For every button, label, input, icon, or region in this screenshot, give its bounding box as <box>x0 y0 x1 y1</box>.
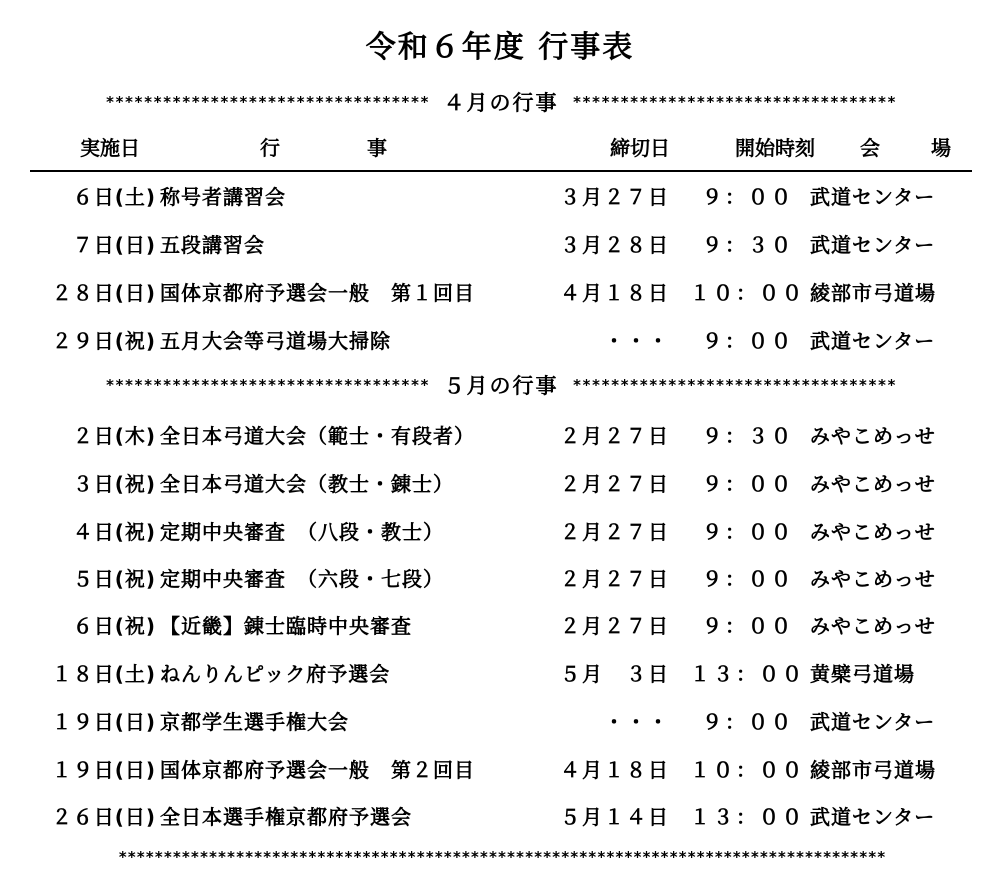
row-date: １８日(土) <box>51 662 156 686</box>
row-venue: 武道センター <box>810 805 936 829</box>
row-venue: みやこめっせ <box>810 472 936 496</box>
row-event: 【近畿】錬士臨時中央審査 <box>160 614 412 638</box>
row-time: ９：００ <box>702 520 794 544</box>
row-deadline: ・・・ <box>604 329 670 353</box>
table-row <box>0 563 1000 595</box>
table-row <box>0 658 1000 690</box>
row-event: 京都学生選手権大会 <box>160 710 349 734</box>
row-event: ねんりんピック府予選会 <box>160 662 391 686</box>
row-date: ２９日(祝) <box>51 329 156 353</box>
row-time: ９：００ <box>702 472 794 496</box>
row-event: 国体京都府予選会一般 第２回目 <box>160 758 475 782</box>
row-venue: みやこめっせ <box>810 520 936 544</box>
header-event: 行 事 <box>260 136 427 160</box>
row-deadline: ２月２７日 <box>560 520 670 544</box>
row-date: １９日(日) <box>51 758 156 782</box>
row-date: ７日(日) <box>72 233 156 257</box>
table-row <box>0 706 1000 738</box>
row-event: 全日本弓道大会（教士・錬士） <box>160 472 454 496</box>
row-date: １９日(日) <box>51 710 156 734</box>
row-time: ９：３０ <box>702 233 794 257</box>
row-event: 五段講習会 <box>160 233 265 257</box>
row-date: ５日(祝) <box>72 567 156 591</box>
row-event: 国体京都府予選会一般 第１回目 <box>160 281 475 305</box>
row-time: ９：００ <box>702 185 794 209</box>
table-header <box>30 132 972 168</box>
row-deadline: ３月２７日 <box>560 185 670 209</box>
row-venue: みやこめっせ <box>810 614 936 638</box>
may-banner <box>48 372 954 398</box>
row-date: ３日(祝) <box>72 472 156 496</box>
row-venue: 武道センター <box>810 710 936 734</box>
row-time: １３：００ <box>690 805 805 829</box>
row-date: ２日(木) <box>72 424 156 448</box>
row-deadline: ２月２７日 <box>560 472 670 496</box>
row-date: ４日(祝) <box>72 520 156 544</box>
table-row <box>0 181 1000 213</box>
table-row <box>0 420 1000 452</box>
row-venue: みやこめっせ <box>810 567 936 591</box>
header-deadline: 締切日 <box>610 136 670 160</box>
row-deadline: ・・・ <box>604 710 670 734</box>
row-event: 定期中央審査 （八段・教士） <box>160 520 444 544</box>
row-venue: 武道センター <box>810 185 936 209</box>
row-venue: 武道センター <box>810 329 936 353</box>
table-row <box>0 325 1000 357</box>
may-label: ５月の行事 <box>443 374 559 398</box>
row-venue: 綾部市弓道場 <box>810 758 936 782</box>
row-deadline: ４月１８日 <box>560 281 670 305</box>
row-deadline: ２月２７日 <box>560 424 670 448</box>
row-deadline: ２月２７日 <box>560 567 670 591</box>
row-venue: 武道センター <box>810 233 936 257</box>
table-row <box>0 229 1000 261</box>
row-deadline: ３月２８日 <box>560 233 670 257</box>
table-row <box>0 610 1000 642</box>
header-venue: 会 場 <box>860 136 973 160</box>
table-row <box>0 277 1000 309</box>
footer-stars: ************************************************************************************* <box>118 848 886 866</box>
header-time: 開始時刻 <box>735 136 815 160</box>
april-label: ４月の行事 <box>443 91 559 115</box>
row-deadline: ２月２７日 <box>560 614 670 638</box>
row-time: ９：３０ <box>702 424 794 448</box>
row-event: 五月大会等弓道場大掃除 <box>160 329 391 353</box>
row-date: ６日(土) <box>72 185 156 209</box>
row-date: ２６日(日) <box>51 805 156 829</box>
row-venue: 黄檗弓道場 <box>810 662 915 686</box>
banner-stars-right: ********************************** <box>572 376 897 394</box>
row-time: １３：００ <box>690 662 805 686</box>
row-event: 全日本弓道大会（範士・有段者） <box>160 424 475 448</box>
row-deadline: ５月１４日 <box>560 805 670 829</box>
row-time: ９：００ <box>702 614 794 638</box>
table-row <box>0 516 1000 548</box>
row-event: 称号者講習会 <box>160 185 286 209</box>
page-title: 令和６年度 行事表 <box>365 30 635 65</box>
header-date: 実施日 <box>80 136 140 160</box>
row-event: 全日本選手権京都府予選会 <box>160 805 412 829</box>
row-deadline: ５月 ３日 <box>560 662 670 686</box>
row-venue: 綾部市弓道場 <box>810 281 936 305</box>
row-time: ９：００ <box>702 710 794 734</box>
banner-stars-right: ********************************** <box>572 93 897 111</box>
row-date: ２８日(日) <box>51 281 156 305</box>
banner-stars-left: ********************************** <box>105 376 430 394</box>
row-time: ９：００ <box>702 329 794 353</box>
header-divider <box>30 170 972 172</box>
row-event: 定期中央審査 （六段・七段） <box>160 567 444 591</box>
row-deadline: ４月１８日 <box>560 758 670 782</box>
row-date: ６日(祝) <box>72 614 156 638</box>
row-time: ９：００ <box>702 567 794 591</box>
row-time: １０：００ <box>690 758 805 782</box>
row-venue: みやこめっせ <box>810 424 936 448</box>
table-row <box>0 754 1000 786</box>
april-banner <box>48 89 954 115</box>
row-time: １０：００ <box>690 281 805 305</box>
table-row <box>0 801 1000 833</box>
table-row <box>0 468 1000 500</box>
banner-stars-left: ********************************** <box>105 93 430 111</box>
